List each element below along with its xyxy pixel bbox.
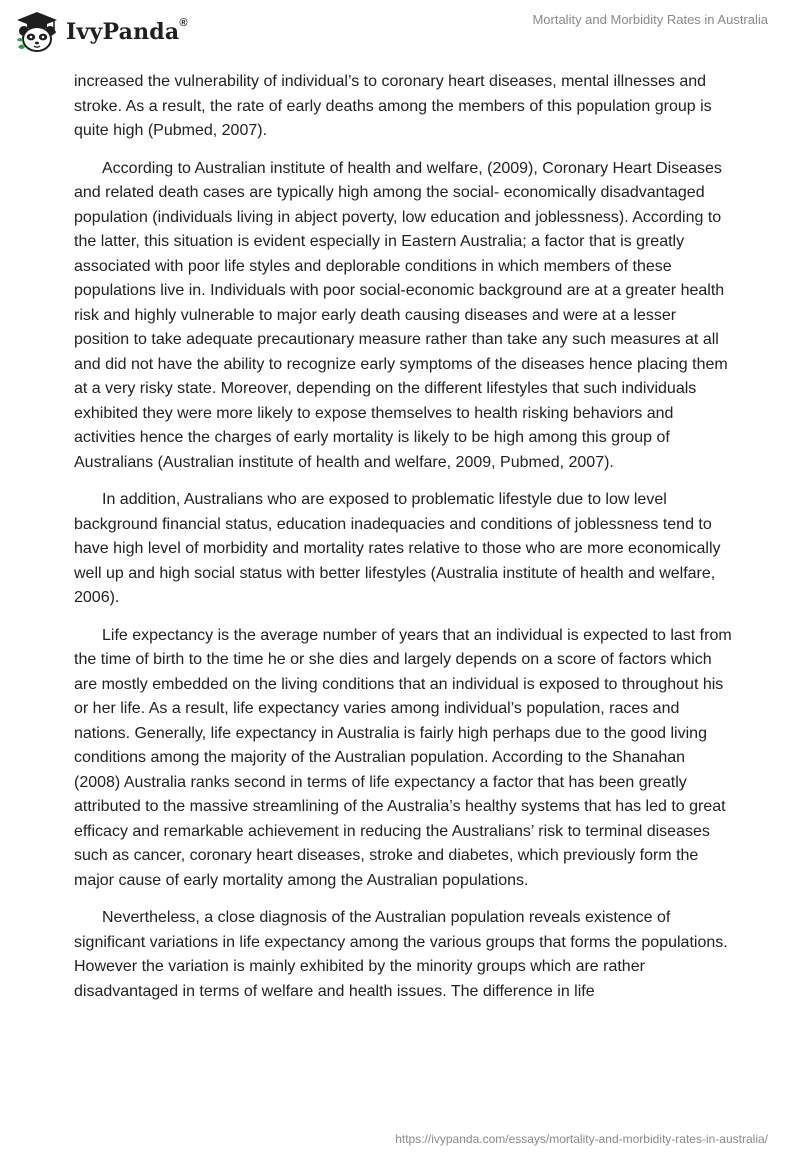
essay-body [74, 70, 734, 1017]
registered-mark: ® [179, 17, 188, 29]
logo-text: IvyPanda [66, 19, 180, 45]
logo-wordmark [66, 19, 188, 45]
ivypanda-logo[interactable] [14, 6, 188, 58]
paragraph-continued: increased the vulnerability of individual’s to coronary heart diseases, mental illnesses and stroke. As a result, the rate of early deaths among the members of this population group is quite high (Pubmed, 2007). [74, 73, 712, 139]
paragraph: Nevertheless, a close diagnosis of the Australian population reveals existence of significant variations in life expectancy among the various groups that forms the populations. However the variation is mainly exhibited by the minority groups which are rather disadvantaged in terms of welfare and health issues. The difference in life [74, 909, 728, 1000]
paragraph: In addition, Australians who are exposed to problematic lifestyle due to low level background financial status, education inadequacies and conditions of joblessness tend to have high level of morbidity and mortality rates relative to those who are more economically well up and high social status with better lifestyles (Australia institute of health and welfare, 2006). [74, 491, 721, 606]
paragraph: According to Australian institute of health and welfare, (2009), Coronary Heart Diseases and related death cases are typically high among the social- economically disadvantaged population (individuals living in abject poverty, low education and joblessness). According to the latter, this situation is evident especially in Eastern Australia; a factor that is greatly associated with poor life styles and deplorable conditions in which members of these populations live in. Individuals with poor social-economic background are at a greater health risk and highly vulnerable to major early death causing diseases and were at a lesser position to take adequate precautionary measure rather than take any such measures at all and did not have the ability to recognize early symptoms of the diseases hence placing them at a very risky state. Moreover, depending on the different lifestyles that such individuals exhibited they were more likely to expose themselves to health risking behaviors and activities hence the charges of early mortality is likely to be high among this group of Australians (Australian institute of health and welfare, 2009, Pubmed, 2007). [74, 159, 728, 471]
paragraph: Life expectancy is the average number of years that an individual is expected to last from the time of birth to the time he or she dies and largely depends on a score of factors which are mostly embedded on the living conditions that an individual is exposed to throughout his or her life. As a result, life expectancy varies among individual’s population, races and nations. Generally, life expectancy in Australia is fairly high perhaps due to the good living conditions among the majority of the Australian population. According to the Shanahan (2008) Australia ranks second in terms of life expectancy a factor that has been greatly attributed to the massive streamlining of the Australia’s healthy systems that has led to great efficacy and remarkable achievement in reducing the Australians’ risk to terminal diseases such as cancer, coronary heart diseases, stroke and diabetes, which previously form the major cause of early mortality among the Australian populations. [74, 626, 732, 889]
source-url[interactable]: https://ivypanda.com/essays/mortality-and-morbidity-rates-in-australia/ [395, 1132, 768, 1146]
running-title: Mortality and Morbidity Rates in Australia [532, 12, 768, 27]
panda-graduate-icon [14, 9, 60, 55]
page-header [0, 0, 800, 64]
